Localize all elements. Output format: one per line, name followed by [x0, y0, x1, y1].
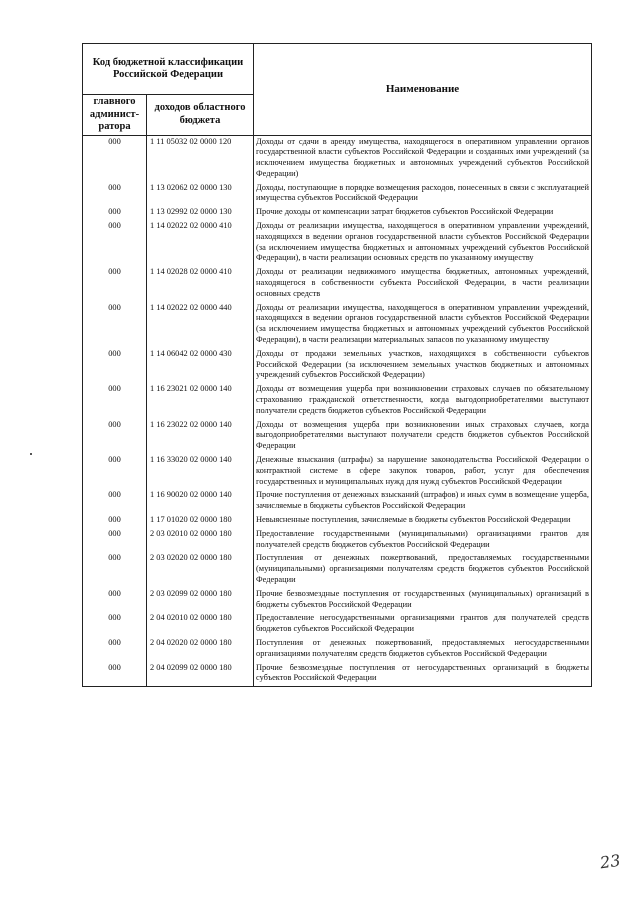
admin-code-cell: 000 — [83, 383, 147, 418]
admin-code-cell: 000 — [83, 637, 147, 662]
header-admin: главного админист-ратора — [83, 95, 147, 136]
income-code-cell: 1 16 33020 02 0000 140 — [147, 454, 254, 489]
admin-code-cell: 000 — [83, 348, 147, 383]
table-row — [83, 454, 592, 489]
income-name-cell: Прочие безвозмездные поступления от негосударственных организаций в бюджеты субъектов Российской Федерации — [254, 662, 592, 687]
table-row — [83, 348, 592, 383]
header-name: Наименование — [254, 44, 592, 136]
admin-code-cell: 000 — [83, 514, 147, 528]
admin-code-cell: 000 — [83, 489, 147, 514]
admin-code-cell: 000 — [83, 662, 147, 687]
income-name-cell: Прочие доходы от компенсации затрат бюджетов субъектов Российской Федерации — [254, 206, 592, 220]
scan-mark — [30, 453, 32, 455]
table-row — [83, 612, 592, 637]
admin-code-cell: 000 — [83, 588, 147, 613]
table-row — [83, 302, 592, 348]
income-name-cell: Поступления от денежных пожертвований, предоставляемых негосударственными организациями получателям средств бюджетов субъектов Российской Федерации — [254, 637, 592, 662]
income-name-cell: Невыясненные поступления, зачисляемые в бюджеты субъектов Российской Федерации — [254, 514, 592, 528]
income-name-cell: Доходы, поступающие в порядке возмещения расходов, понесенных в связи с эксплуатацией имущества субъектов Российской Федерации — [254, 182, 592, 207]
income-code-cell: 1 14 02028 02 0000 410 — [147, 266, 254, 301]
budget-classification-table — [82, 43, 592, 687]
table-row — [83, 588, 592, 613]
table-row — [83, 135, 592, 182]
table-row — [83, 662, 592, 687]
income-code-cell: 2 04 02010 02 0000 180 — [147, 612, 254, 637]
table-row — [83, 266, 592, 301]
income-name-cell: Доходы от сдачи в аренду имущества, находящегося в оперативном управлении органов государственной власти субъектов Российской Федерации и созданных ими учреждений (за исключением имущества бюджетных и автономных учреждений субъектов Российской Федерации) — [254, 135, 592, 182]
admin-code-cell: 000 — [83, 206, 147, 220]
income-code-cell: 1 14 02022 02 0000 440 — [147, 302, 254, 348]
income-name-cell: Прочие поступления от денежных взысканий (штрафов) и иных сумм в возмещение ущерба, зачисляемые в бюджеты субъектов Российской Федерации — [254, 489, 592, 514]
table-header — [83, 44, 592, 136]
admin-code-cell: 000 — [83, 266, 147, 301]
table-row — [83, 419, 592, 454]
income-code-cell: 2 03 02020 02 0000 180 — [147, 552, 254, 587]
income-code-cell: 2 03 02099 02 0000 180 — [147, 588, 254, 613]
admin-code-cell: 000 — [83, 552, 147, 587]
income-name-cell: Денежные взыскания (штрафы) за нарушение законодательства Российской Федерации о контрактной системе в сфере закупок товаров, работ, услуг для обеспечения государственных и муниципальных нужд для нужд субъектов Российской Федерации — [254, 454, 592, 489]
income-code-cell: 2 03 02010 02 0000 180 — [147, 528, 254, 553]
table-row — [83, 637, 592, 662]
income-code-cell: 1 16 23021 02 0000 140 — [147, 383, 254, 418]
table-row — [83, 220, 592, 266]
income-code-cell: 1 16 23022 02 0000 140 — [147, 419, 254, 454]
income-name-cell: Поступления от денежных пожертвований, предоставляемых государственными (муниципальными) организациями получателям средств бюджетов субъектов Российской Федерации — [254, 552, 592, 587]
income-name-cell: Доходы от продажи земельных участков, находящихся в собственности субъектов Российской Федерации (за исключением земельных участков бюджетных и автономных учреждений субъектов Российской Федерации) — [254, 348, 592, 383]
income-code-cell: 1 13 02992 02 0000 130 — [147, 206, 254, 220]
income-code-cell: 1 13 02062 02 0000 130 — [147, 182, 254, 207]
income-name-cell: Доходы от возмещения ущерба при возникновении иных страховых случаев, когда выгодоприобретателями выступают получатели средств бюджетов субъектов Российской Федерации — [254, 419, 592, 454]
income-name-cell: Доходы от реализации имущества, находящегося в оперативном управлении учреждений, находящихся в ведении органов государственной власти субъектов Российской Федерации (за исключением имущества бюджетных и автономных учреждений субъектов Российской Федерации), в части реализации материальных запасов по указанному имуществу — [254, 302, 592, 348]
income-code-cell: 2 04 02099 02 0000 180 — [147, 662, 254, 687]
admin-code-cell: 000 — [83, 220, 147, 266]
income-name-cell: Доходы от реализации имущества, находящегося в оперативном управлении учреждений, находящихся в ведении органов государственной власти субъектов Российской Федерации (за исключением имущества бюджетных и автономных учреждений субъектов Российской Федерации), в части реализации основных средств по указанному имуществу — [254, 220, 592, 266]
table-row — [83, 182, 592, 207]
income-name-cell: Доходы от реализации недвижимого имущества бюджетных, автономных учреждений, находящегося в собственности субъекта Российской Федерации, в части реализации основных средств — [254, 266, 592, 301]
admin-code-cell: 000 — [83, 454, 147, 489]
income-code-cell: 1 14 02022 02 0000 410 — [147, 220, 254, 266]
page-number: 23 — [598, 850, 622, 873]
table-row — [83, 383, 592, 418]
table-body — [83, 135, 592, 687]
table-row — [83, 489, 592, 514]
income-code-cell: 1 16 90020 02 0000 140 — [147, 489, 254, 514]
income-code-cell: 2 04 02020 02 0000 180 — [147, 637, 254, 662]
income-name-cell: Предоставление негосударственными организациями грантов для получателей средств бюджетов субъектов Российской Федерации — [254, 612, 592, 637]
admin-code-cell: 000 — [83, 612, 147, 637]
admin-code-cell: 000 — [83, 135, 147, 182]
header-code-group: Код бюджетной классификации Российской Федерации — [83, 44, 254, 95]
income-code-cell: 1 14 06042 02 0000 430 — [147, 348, 254, 383]
income-code-cell: 1 11 05032 02 0000 120 — [147, 135, 254, 182]
admin-code-cell: 000 — [83, 419, 147, 454]
admin-code-cell: 000 — [83, 302, 147, 348]
admin-code-cell: 000 — [83, 182, 147, 207]
admin-code-cell: 000 — [83, 528, 147, 553]
income-name-cell: Предоставление государственными (муниципальными) организациями грантов для получателей средств бюджетов субъектов Российской Федерации — [254, 528, 592, 553]
table-row — [83, 528, 592, 553]
table-row — [83, 206, 592, 220]
table-row — [83, 552, 592, 587]
table-row — [83, 514, 592, 528]
income-name-cell: Прочие безвозмездные поступления от государственных (муниципальных) организаций в бюджеты субъектов Российской Федерации — [254, 588, 592, 613]
income-name-cell: Доходы от возмещения ущерба при возникновении страховых случаев по обязательному страхованию гражданской ответственности, когда выгодоприобретателями выступают получатели средств бюджетов субъектов Российской Федерации — [254, 383, 592, 418]
income-code-cell: 1 17 01020 02 0000 180 — [147, 514, 254, 528]
header-income: доходов областного бюджета — [147, 95, 254, 136]
